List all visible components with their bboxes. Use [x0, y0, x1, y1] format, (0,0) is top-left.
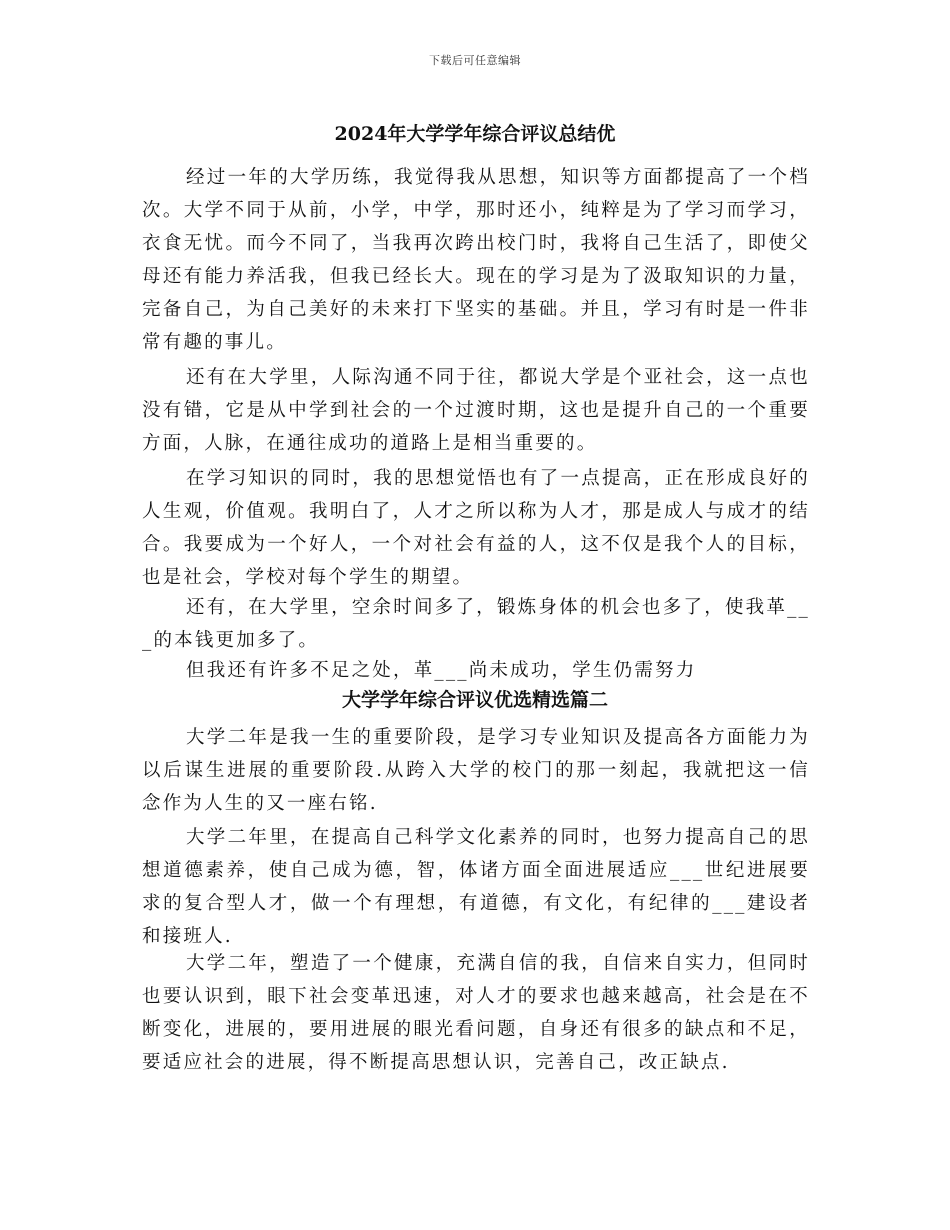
paragraph-5: 但我还有许多不足之处，革___尚未成功，学生仍需努力: [186, 660, 697, 681]
paragraph-1: 经过一年的大学历练，我觉得我从思想，知识等方面都提高了一个档次。大学不同于从前，小学，中学，那时还小，纯粹是为了学习而学习，衣食无忧。而今不同了，当我再次跨出校门时，我将自己生活了，即使父母还有能力养活我，但我已经长大。现在的学习是为了汲取知识的力量，完备自己，为自己美好的未来打下坚实的基础。并且，学习有时是一件非常有趣的事儿。: [142, 167, 810, 353]
document-title: 2024年大学学年综合评议总结优: [334, 123, 616, 145]
paragraph-3: 在学习知识的同时，我的思想觉悟也有了一点提高，正在形成良好的人生观，价值观。我明白了，人才之所以称为人才，那是成人与成才的结合。我要成为一个好人，一个对社会有益的人，这不仅是我个人的目标，也是社会，学校对每个学生的期望。: [142, 468, 810, 588]
section-2-paragraph-1: 大学二年是我一生的重要阶段，是学习专业知识及提高各方面能力为以后谋生进展的重要阶段.从跨入大学的校门的那一刻起，我就把这一信念作为人生的又一座右铭.: [142, 727, 810, 814]
section-2-paragraph-3: 大学二年，塑造了一个健康，充满自信的我，自信来自实力，但同时也要认识到，眼下社会变革迅速，对人才的要求也越来越高，社会是在不断变化，进展的，要用进展的眼光看问题，自身还有很多的缺点和不足，要适应社会的进展，得不断提高思想认识，完善自己，改正缺点.: [142, 953, 810, 1073]
section-2-title: 大学学年综合评议优选精选篇二: [341, 689, 608, 711]
paragraph-4: 还有，在大学里，空余时间多了，锻炼身体的机会也多了，使我革___的本钱更加多了。: [142, 597, 810, 651]
section-2-paragraph-2: 大学二年里，在提高自己科学文化素养的同时，也努力提高自己的思想道德素养，使自己成为德，智，体诸方面全面进展适应___世纪进展要求的复合型人才，做一个有理想，有道德，有文化，有纪律的___建设者和接班人.: [142, 827, 810, 947]
header-note: 下载后可任意编辑: [429, 54, 521, 67]
paragraph-2: 还有在大学里，人际沟通不同于往，都说大学是个亚社会，这一点也没有错，它是从中学到社会的一个过渡时期，这也是提升自己的一个重要方面，人脉，在通往成功的道路上是相当重要的。: [142, 367, 810, 454]
